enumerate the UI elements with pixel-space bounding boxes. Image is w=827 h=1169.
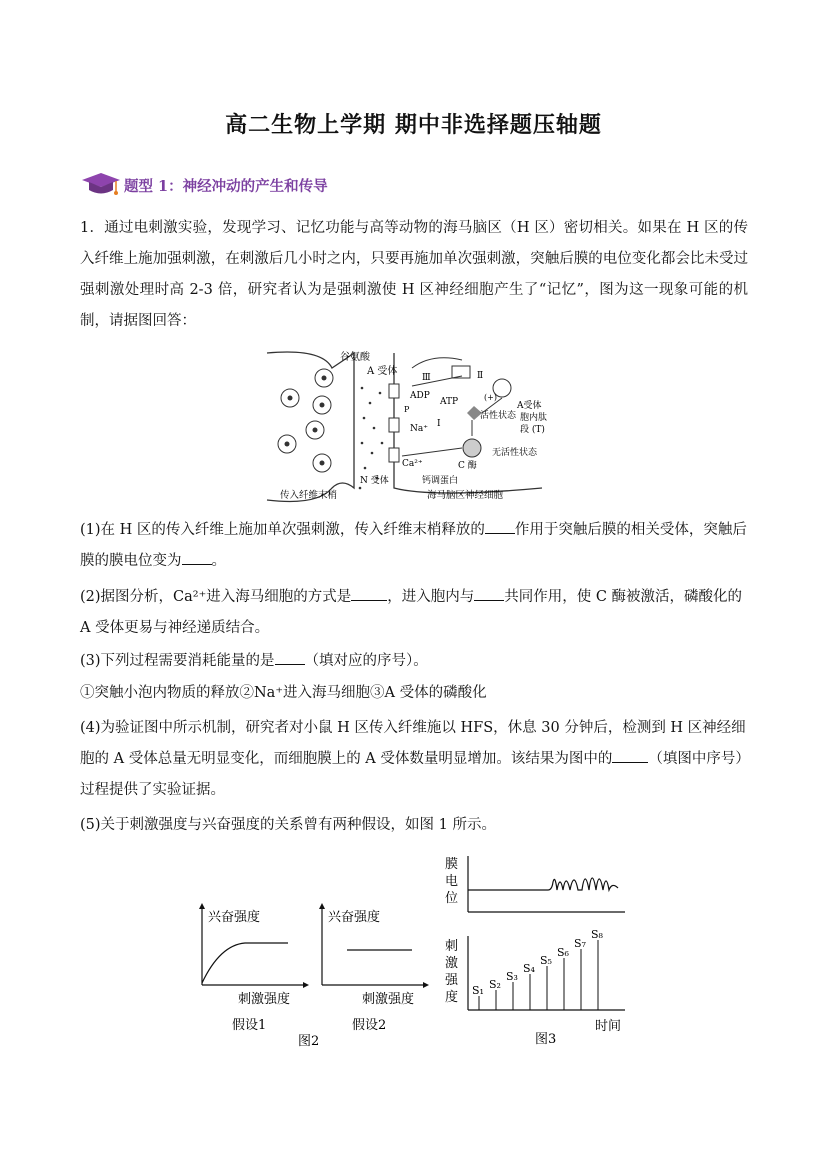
fig3-xlabel: 时间 (595, 1019, 622, 1034)
sodium-label: Na⁺ (410, 424, 428, 434)
question-4: (4)为验证图中所示机制，研究者对小鼠 H 区传入纤维施以 HFS，休息 30 分钟后，检测到 H 区神经细胞的 A 受体总量无明显变化，而细胞膜上的 A 受体数量明显增加。该结果为图中的 （填图中序号）过程提供了实验证据。 (80, 720, 746, 798)
fig2-ylabel-2: 兴奋强度 (328, 910, 381, 925)
peptide-label-1: A受体 (517, 401, 542, 411)
n-receptor-label: N 受体 (360, 476, 389, 486)
fig3-top-ylabel-2: 电 (445, 874, 459, 889)
peptide-label-2: 胞内肽 (520, 413, 548, 423)
fig2-xlabel-1: 刺激强度 (238, 992, 291, 1007)
peptide-label-3: 段 (T) (520, 425, 545, 435)
answer-blank[interactable] (182, 550, 212, 566)
graduation-cap-icon (80, 170, 122, 200)
calmodulin-label: 钙调蛋白 (422, 476, 459, 486)
c-enzyme-label: C 酶 (458, 461, 477, 471)
answer-blank[interactable] (612, 748, 648, 764)
phosphate-label: P (404, 405, 410, 414)
glutamate-label: 谷氨酸 (340, 352, 370, 363)
stimulus-label-4: S₄ (523, 962, 535, 975)
question-2: (2)据图分析，Ca²⁺进入海马细胞的方式是 ，进入胞内与 共同作用，使 C 酶被激活，磷酸化的 A 受体更易与神经递质结合。 (80, 582, 748, 644)
calcium-label: Ca²⁺ (402, 459, 423, 469)
plus-label: (+) (484, 393, 497, 402)
adp-label: ADP (410, 391, 430, 401)
afferent-label: 传入纤维末梢 (280, 490, 338, 501)
figure-3 (440, 850, 630, 1055)
atp-label: ATP (440, 397, 459, 407)
hippocampus-label: 海马脑区神经细胞 (427, 490, 504, 501)
answer-blank[interactable] (485, 519, 515, 535)
stimulus-label-8: S₈ (591, 928, 603, 941)
question-3: (3)下列过程需要消耗能量的是 （填对应的序号）。 (80, 646, 748, 677)
fig3-bottom-ylabel-1: 刺 (445, 939, 459, 954)
stimulus-label-3: S₃ (506, 970, 518, 983)
question-intro: 1．通过电刺激实验，发现学习、记忆功能与高等动物的海马脑区（H 区）密切相关。如果在 H 区的传入纤维上施加强刺激，在刺激后几小时之内，只要再施加单次强刺激，突触后膜的电位变化都会比未受过强刺激处理时高 2-3 倍，研究者认为是强刺激使 H 区神经细胞产生了“记忆”，图为这一现象可能的机制，请据图回答： (80, 220, 748, 329)
inactive-state-label: 无活性状态 (492, 448, 538, 458)
answer-blank[interactable] (351, 586, 387, 602)
question-1: (1)在 H 区的传入纤维上施加单次强刺激，传入纤维末梢释放的 作用于突触后膜的相关受体，突触后膜的膜电位变为 。 (80, 515, 748, 577)
active-state-label: 活性状态 (480, 411, 517, 421)
stimulus-label-5: S₅ (540, 954, 552, 967)
fig2-xlabel-2: 刺激强度 (362, 992, 415, 1007)
roman3-label: Ⅲ (422, 373, 431, 383)
answer-blank[interactable] (474, 586, 504, 602)
mechanism-diagram (262, 348, 562, 508)
hypothesis-1-label: 假设1 (232, 1018, 267, 1033)
stimulus-label-7: S₇ (574, 937, 586, 950)
stimulus-label-2: S₂ (489, 978, 501, 991)
fig3-top-ylabel-3: 位 (445, 891, 459, 906)
roman1-label: Ⅰ (437, 419, 441, 429)
answer-blank[interactable] (275, 650, 305, 666)
page-title: 高二生物上学期 期中非选择题压轴题 (225, 112, 602, 138)
fig3-bottom-ylabel-4: 度 (445, 990, 459, 1005)
figure-2-caption: 图2 (298, 1034, 320, 1049)
figure-2 (190, 895, 440, 1055)
question-3-options: ①突触小泡内物质的释放②Na⁺进入海马细胞③A 受体的磷酸化 (80, 685, 487, 701)
fig3-bottom-ylabel-3: 强 (445, 973, 459, 988)
hypothesis-2-label: 假设2 (352, 1018, 387, 1033)
stimulus-bars (479, 940, 598, 1010)
fig2-ylabel-1: 兴奋强度 (208, 910, 261, 925)
section-label: 题型 1：神经冲动的产生和传导 (124, 177, 328, 195)
fig3-top-ylabel-1: 膜 (445, 857, 459, 872)
stimulus-label-6: S₆ (557, 946, 569, 959)
section-header (80, 170, 328, 200)
fig3-bottom-ylabel-2: 激 (445, 956, 459, 971)
roman2-label: Ⅱ (477, 371, 484, 381)
figure-3-caption: 图3 (535, 1032, 557, 1047)
stimulus-label-1: S₁ (472, 984, 484, 997)
question-5: (5)关于刺激强度与兴奋强度的关系曾有两种假设，如图 1 所示。 (80, 817, 496, 833)
a-receptor-label: A 受体 (367, 366, 398, 377)
